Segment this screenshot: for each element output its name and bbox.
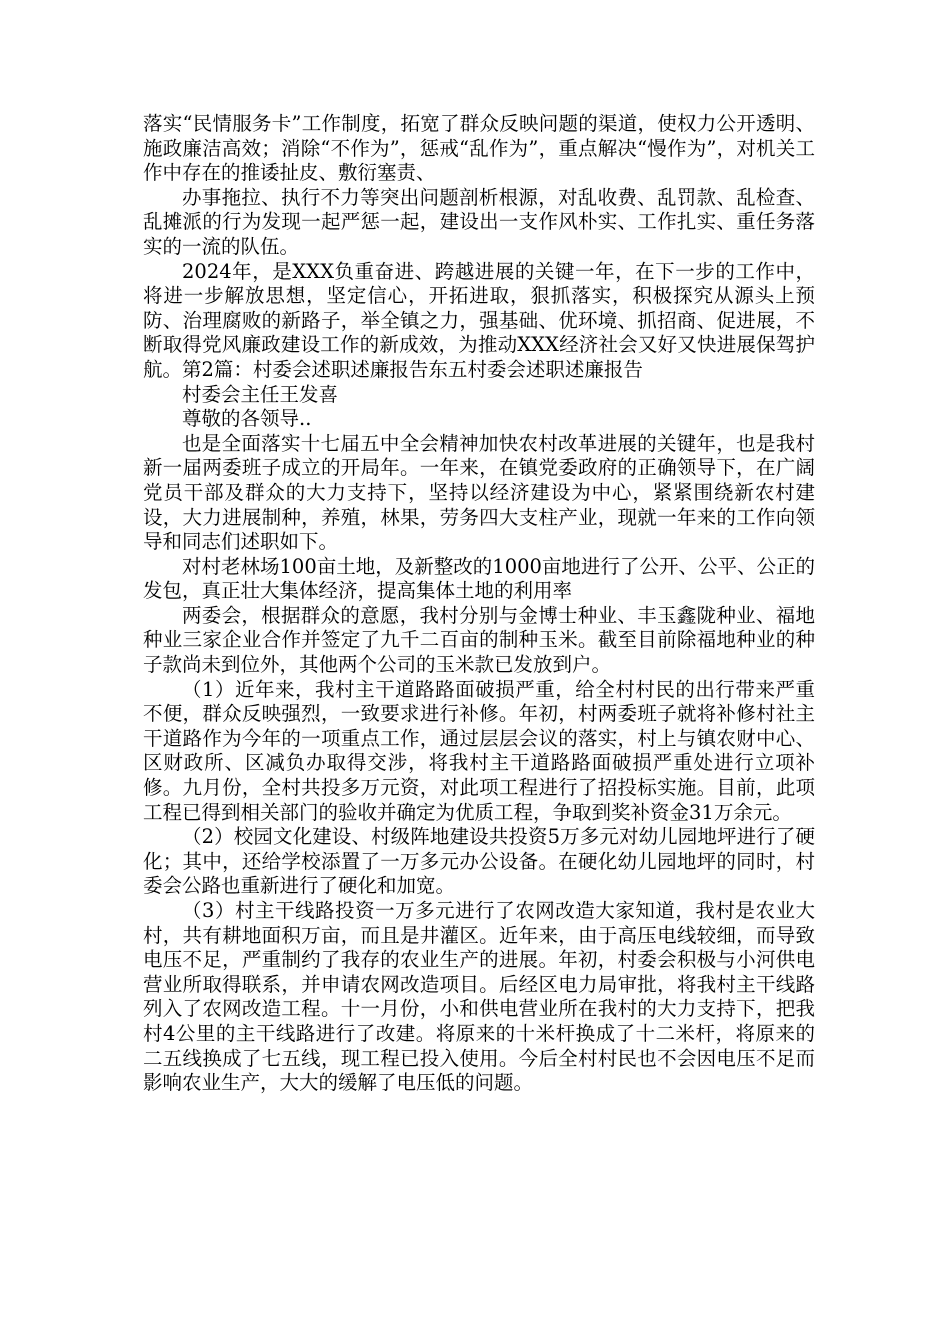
paragraph-8: 两委会，根据群众的意愿，我村分别与金博士种业、丰玉鑫陇种业、福地种业三家企业合作并签定了九千二百亩的制种玉米。截至目前除福地种业的种子款尚未到位外，其他两个公司的玉米款已发放到户。: [143, 603, 815, 677]
paragraph-7: 对村老林场100亩土地，及新整改的1000亩地进行了公开、公平、公正的发包，真正壮大集体经济，提高集体土地的利用率: [143, 554, 815, 603]
paragraph-9: （1）近年来，我村主干道路路面破损严重，给全村村民的出行带来严重不便，群众反映强烈，一致要求进行补修。年初，村两委班子就将补修村社主干道路作为今年的一项重点工作，通过层层会议的落实，村上与镇农财中心、区财政所、区减负办取得交涉，将我村主干道路路面破损严重处进行立项补修。九月份，全村共投多万元资，对此项工程进行了招投标实施。目前，此项工程已得到相关部门的验收并确定为优质工程，争取到奖补资金31万余元。: [143, 677, 815, 824]
document-body: [143, 112, 815, 1096]
paragraph-10: （2）校园文化建设、村级阵地建设共投资5万多元对幼儿园地坪进行了硬化；其中，还给学校添置了一万多元办公设备。在硬化幼儿园地坪的同时，村委会公路也重新进行了硬化和加宽。: [143, 825, 815, 898]
paragraph-6: 也是全面落实十七届五中全会精神加快农村改革进展的关键年，也是我村新一届两委班子成立的开局年。一年来，在镇党委政府的正确领导下，在广阔党员干部及群众的大力支持下，坚持以经济建设为中心，紧紧围绕新农村建设，大力进展制种，养殖，林果，劳务四大支柱产业，现就一年来的工作向领导和同志们述职如下。: [143, 431, 815, 554]
paragraph-2: 办事拖拉、执行不力等突出问题剖析根源，对乱收费、乱罚款、乱检查、乱摊派的行为发现一起严惩一起，建设出一支作风朴实、工作扎实、重任务落实的一流的队伍。: [143, 185, 815, 258]
paragraph-3: 2024年，是XXX负重奋进、跨越进展的关键一年，在下一步的工作中，将进一步解放思想，坚定信心，开拓进取，狠抓落实，积极探究从源头上预防、治理腐败的新路子，举全镇之力，强基础、优环境、抓招商、促进展，不断取得党风廉政建设工作的新成效，为推动XXX经济社会又好又快进展保驾护航。第2篇：村委会述职述廉报告东五村委会述职述廉报告: [143, 259, 815, 381]
paragraph-11: （3）村主干线路投资一万多元进行了农网改造大家知道，我村是农业大村，共有耕地面积万亩，而且是井灌区。近年来，由于高压电线较细，而导致电压不足，严重制约了我存的农业生产的进展。年初，村委会积极与小河供电营业所取得联系，并申请农网改造项目。后经区电力局审批，将我村主干线路列入了农网改造工程。十一月份，小和供电营业所在我村的大力支持下，把我村4公里的主干线路进行了改建。将原来的十米杆换成了十二米杆，将原来的二五线换成了七五线，现工程已投入使用。今后全村村民也不会因电压不足而影响农业生产，大大的缓解了电压低的问题。: [143, 899, 815, 1095]
paragraph-1: 落实“民情服务卡”工作制度，拓宽了群众反映问题的渠道，使权力公开透明、施政廉洁高效；消除“不作为”，惩戒“乱作为”，重点解决“慢作为”，对机关工作中存在的推诿扯皮、敷衍塞责、: [143, 112, 815, 185]
paragraph-5: 尊敬的各领导..: [182, 407, 312, 431]
paragraph-4: 村委会主任王发喜: [182, 382, 339, 406]
